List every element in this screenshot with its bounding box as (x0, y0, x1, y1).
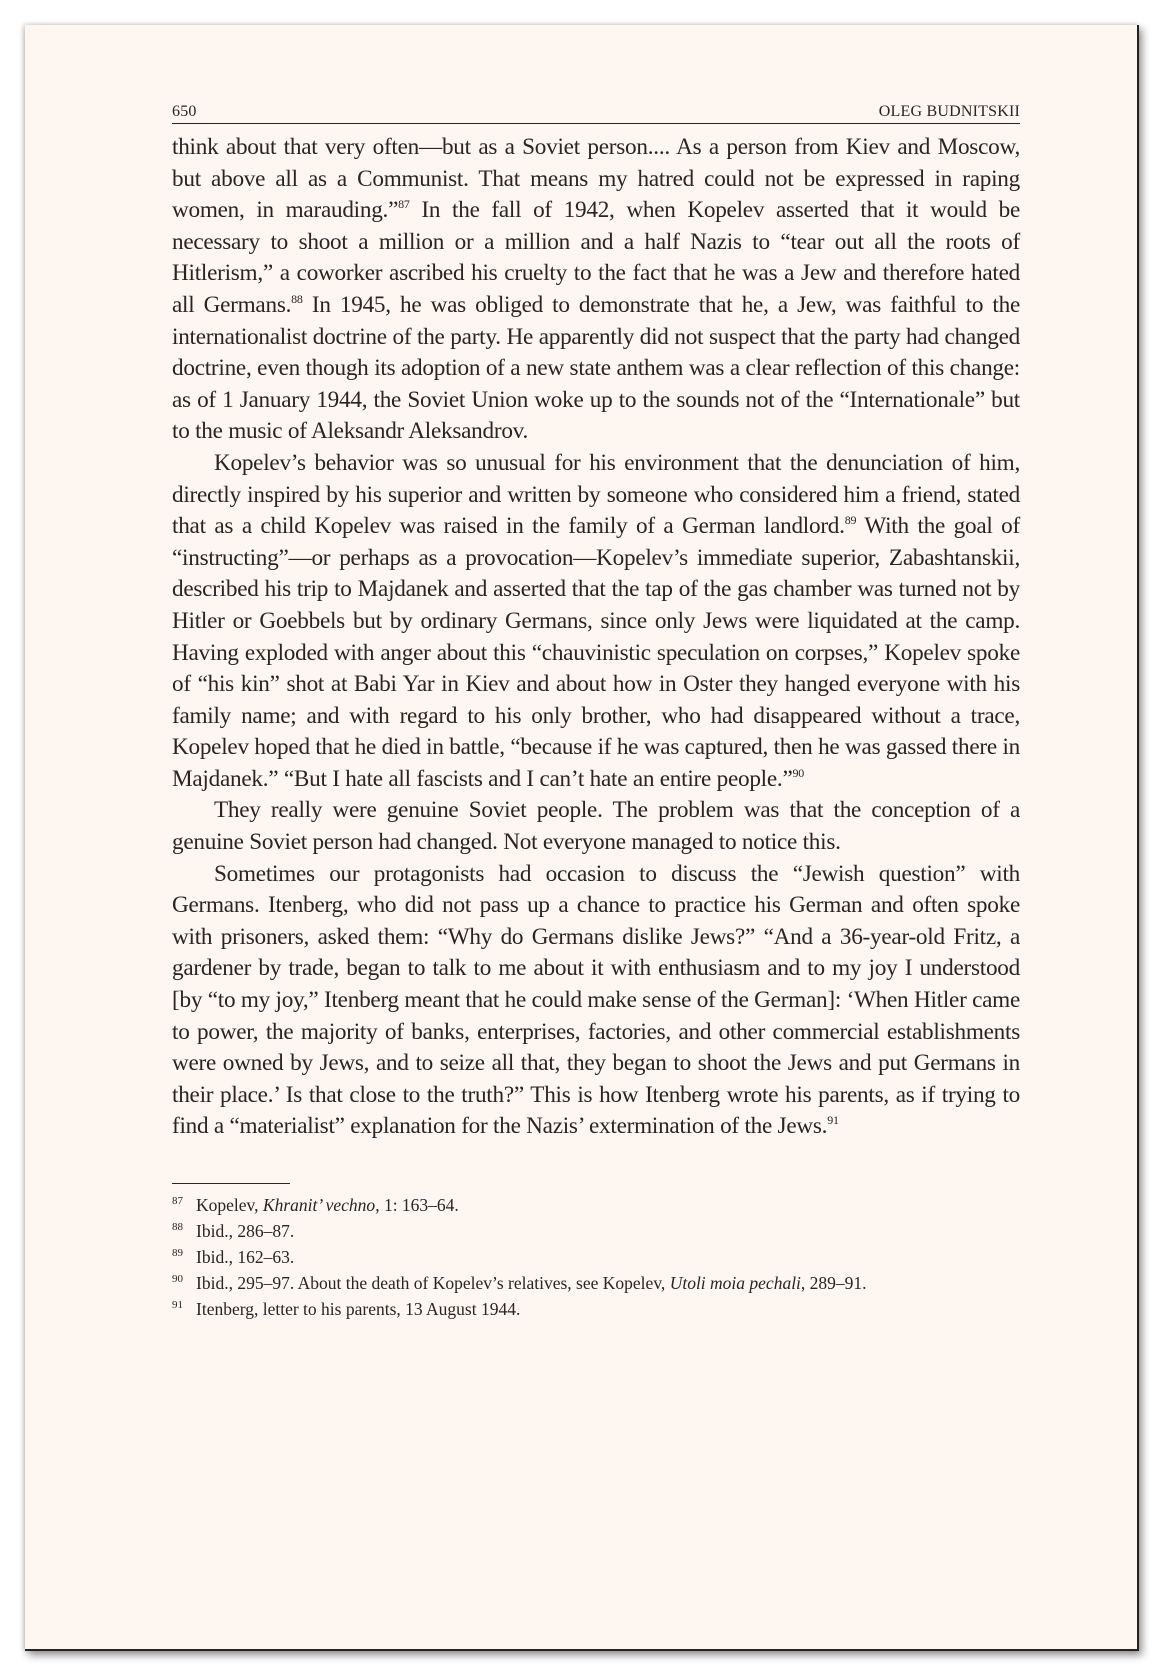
footnote-divider (172, 1183, 290, 1184)
footnote (172, 1244, 1020, 1270)
footnote-number: 87 (172, 1195, 183, 1207)
footnote (172, 1192, 1020, 1218)
footnote-reference: 89 (844, 513, 857, 528)
page-content (172, 103, 1020, 1322)
footnote (172, 1218, 1020, 1244)
book-page (25, 25, 1139, 1651)
footnote (172, 1296, 1020, 1322)
paragraph: They really were genuine Soviet people. The problem was that the conception of a genuine Soviet person had changed. Not everyone managed to notice this. (172, 797, 1020, 856)
footnote-text: Kopelev, Khranit’ vechno, 1: 163–64. (196, 1195, 459, 1215)
footnote-text: Itenberg, letter to his parents, 13 August 1944. (196, 1299, 521, 1319)
footnote (172, 1270, 1020, 1296)
page-number: 650 (172, 103, 197, 120)
paragraph: Sometimes our protagonists had occasion to discuss the “Jewish question” with Germans. Itenberg, who did not pass up a chance to practice his German and often spoke with prisoners, asked them: “Why do Germans dislike Jews?” “And a 36-year-old Fritz, a gardener by trade, began to talk to me about it with enthusiasm and to my joy I understood [by “to my joy,” Itenberg meant that he could make sense of the German]: ‘When Hitler came to power, the majority of banks, enterprises, factories, and other commercial establishments were owned by Jews, and to seize all that, they began to shoot the Jews and put Germans in their place.’ Is that close to the truth?” This is how Itenberg wrote his parents, as if trying to find a “materialist” explanation for the Nazis’ extermination of the Jews.$^{91}$ (172, 860, 1020, 1140)
footnote-text: Ibid., 286–87. (196, 1221, 295, 1241)
footnote-number: 88 (172, 1221, 183, 1233)
footnote-text: Ibid., 162–63. (196, 1247, 295, 1267)
footnote-text: Ibid., 295–97. About the death of Kopelev’s relatives, see Kopelev, Utoli moia pechali, 289–91. (196, 1273, 867, 1293)
running-header (172, 103, 1020, 124)
footnote-reference: 88 (291, 291, 303, 306)
running-title: OLEG BUDNITSKII (878, 103, 1020, 120)
paragraph: think about that very often—but as a Soviet person.... As a person from Kiev and Moscow, but above all as a Communist. That means my hatred could not be expressed in raping women, in marauding.”$^{87}$ In the fall of 1942, when Kopelev asserted that it would be necessary to shoot a million or a million and a half Nazis to “tear out all the roots of Hitlerism,” a coworker ascribed his cruelty to the fact that he was a Jew and therefore hated all Germans.$^{88}$ In 1945, he was obliged to demonstrate that he, a Jew, was faithful to the internationalist doctrine of the party. He apparently did not suspect that the party had changed doctrine, even though its adoption of a new state anthem was a clear reflection of this change: as of 1 January 1944, the Soviet Union woke up to the sounds not of the “Internationale” but to the music of Aleksandr Aleksandrov. (172, 134, 1020, 445)
footnote-reference: 91 (827, 1113, 839, 1128)
footnote-number: 89 (172, 1247, 183, 1259)
paragraph: Kopelev’s behavior was so unusual for his environment that the denunciation of him, directly inspired by his superior and written by someone who considered him a friend, stated that as a child Kopelev was raised in the family of a German landlord.$^{89}$ With the goal of “instructing”—or perhaps as a provocation—Kopelev’s immediate superior, Zabashtanskii, described his trip to Majdanek and asserted that the tap of the gas chamber was turned not by Hitler or Goebbels but by ordinary Germans, since only Jews were liquidated at the camp. Having exploded with anger about this “chauvinistic speculation on corpses,” Kopelev spoke of “his kin” shot at Babi Yar in Kiev and about how in Oster they hanged everyone with his family name; and with regard to his only brother, who had disappeared without a trace, Kopelev hoped that he died in battle, “because if he was captured, then he was gassed there in Majdanek.” “But I hate all fascists and I can’t hate an entire people.”$^{90}$ (172, 449, 1020, 792)
footnote-number: 90 (172, 1273, 183, 1285)
footnote-reference: 87 (398, 197, 410, 212)
footnote-number: 91 (172, 1299, 183, 1311)
footnote-reference: 90 (792, 765, 804, 780)
body-text (172, 132, 1020, 1143)
footnotes (172, 1192, 1020, 1322)
